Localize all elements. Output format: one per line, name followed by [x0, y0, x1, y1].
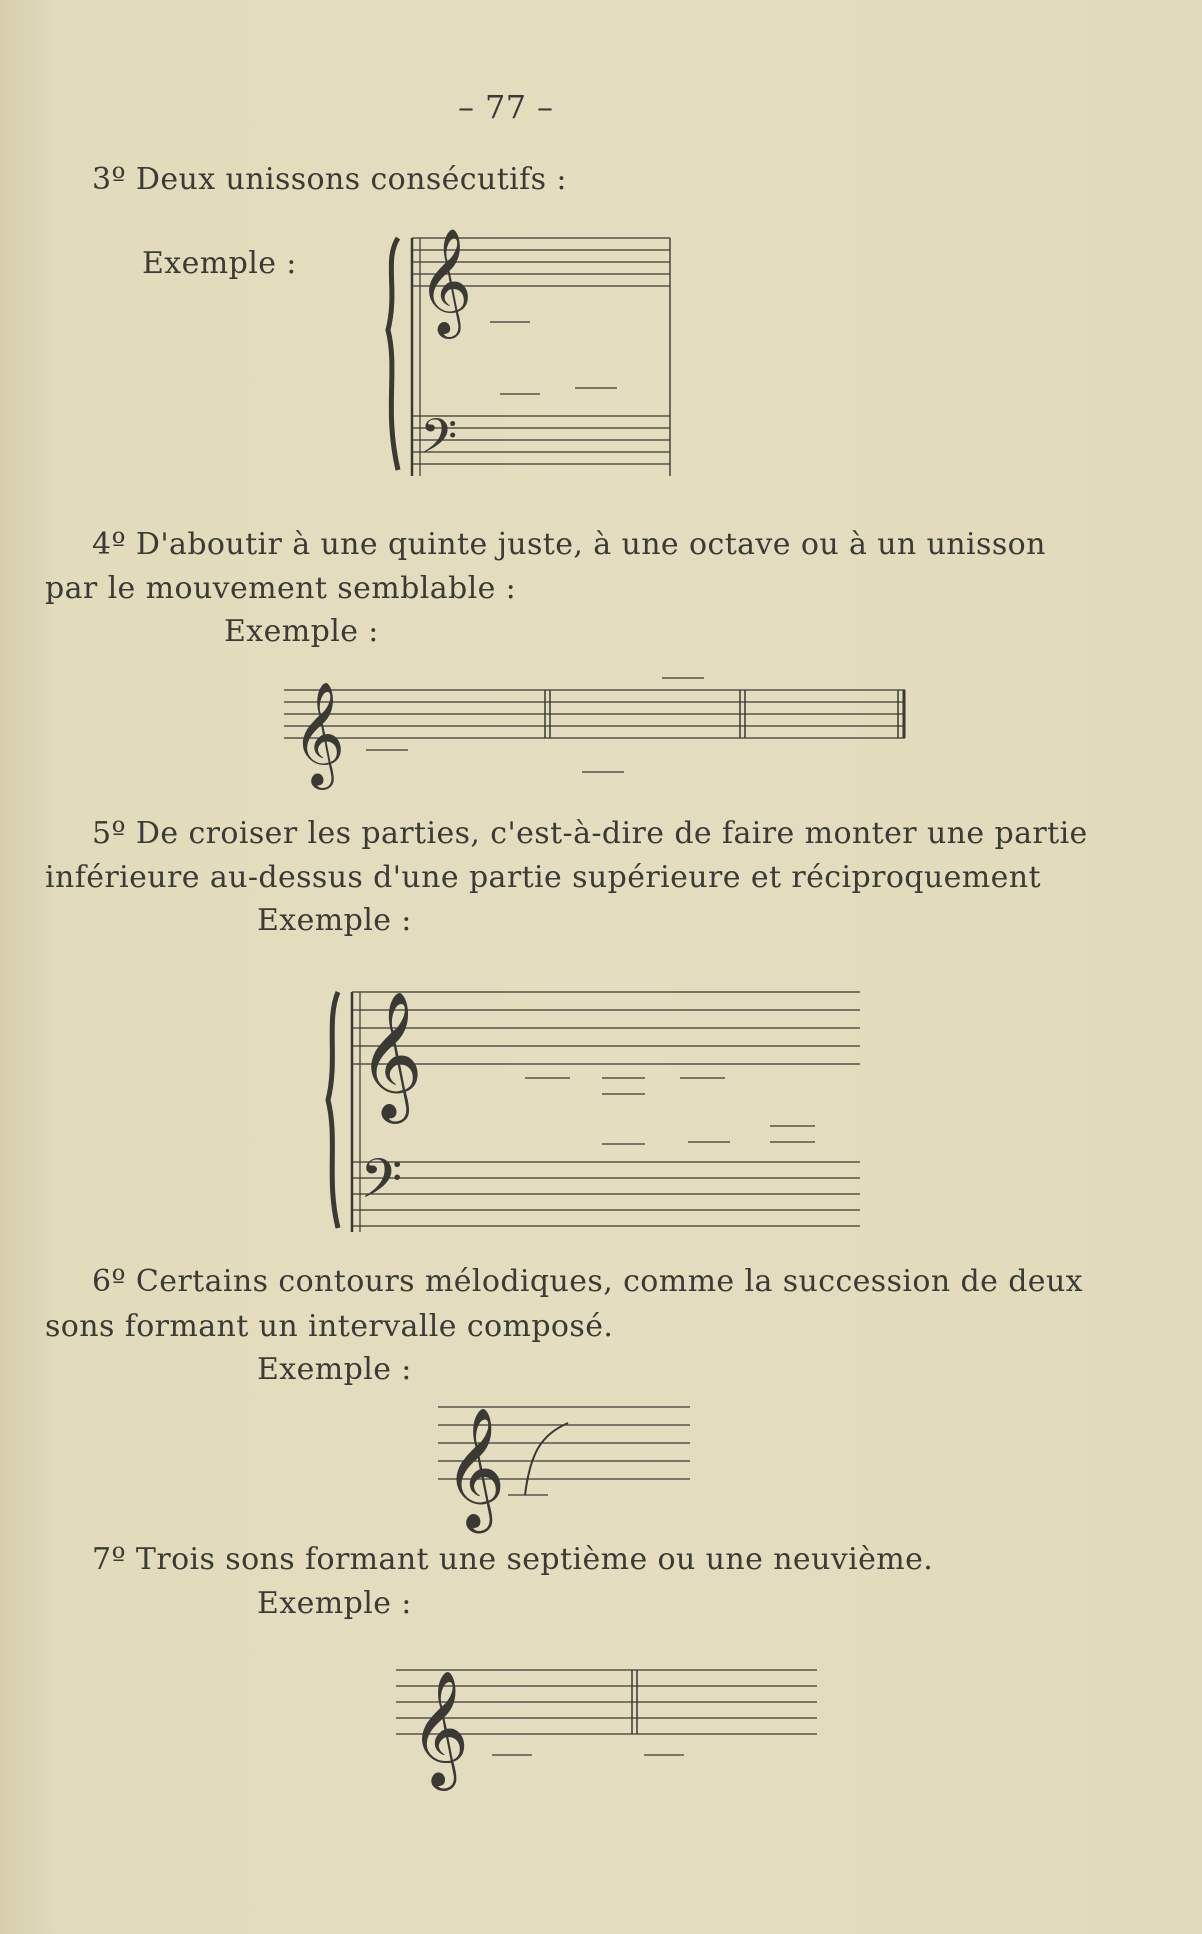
section-3-line-1: 3º Deux unissons consécutifs : [92, 162, 567, 197]
treble-clef-icon: 𝄞 [410, 1669, 470, 1786]
whole-note-icon [366, 671, 857, 779]
section-6-line-1: 6º Certains contours mélodiques, comme la succession de deux [92, 1264, 1084, 1299]
music-example-5 [320, 970, 860, 1240]
music-example-3 [380, 220, 680, 485]
treble-clef-icon: 𝄞 [292, 681, 346, 786]
whole-note-icon [457, 1063, 815, 1177]
section-5-example-label: Exemple : [257, 903, 412, 938]
section-4-line-1: 4º D'aboutir à une quinte juste, à une octave ou à un unisson [92, 527, 1046, 562]
page-number: – 77 – [458, 88, 554, 126]
section-3-example-label: Exemple : [142, 246, 297, 281]
section-4-example-label: Exemple : [224, 614, 379, 649]
section-7-line-1: 7º Trois sons formant une septième ou une neuvième. [92, 1542, 934, 1577]
music-example-6 [430, 1395, 700, 1528]
music-example-7 [392, 1650, 822, 1786]
treble-clef-icon: 𝄞 [358, 990, 424, 1118]
treble-clef-icon: 𝄞 [444, 1406, 506, 1528]
treble-clef-icon: 𝄞 [418, 227, 473, 334]
section-6-line-2: sons formant un intervalle composé. [45, 1309, 614, 1344]
section-7-example-label: Exemple : [257, 1586, 412, 1621]
bass-clef-icon: 𝄢 [420, 408, 458, 476]
section-4-line-2: par le mouvement semblable : [45, 571, 517, 606]
section-5-line-1: 5º De croiser les parties, c'est-à-dire de faire monter une partie [92, 816, 1088, 851]
music-example-4 [280, 660, 920, 790]
section-5-line-2: inférieure au-dessus d'une partie supérieure et réciproquement [45, 860, 1041, 895]
whole-note-icon [492, 1681, 767, 1762]
bass-clef-icon: 𝄢 [360, 1147, 403, 1224]
whole-note-icon [490, 305, 617, 401]
section-6-example-label: Exemple : [257, 1352, 412, 1387]
